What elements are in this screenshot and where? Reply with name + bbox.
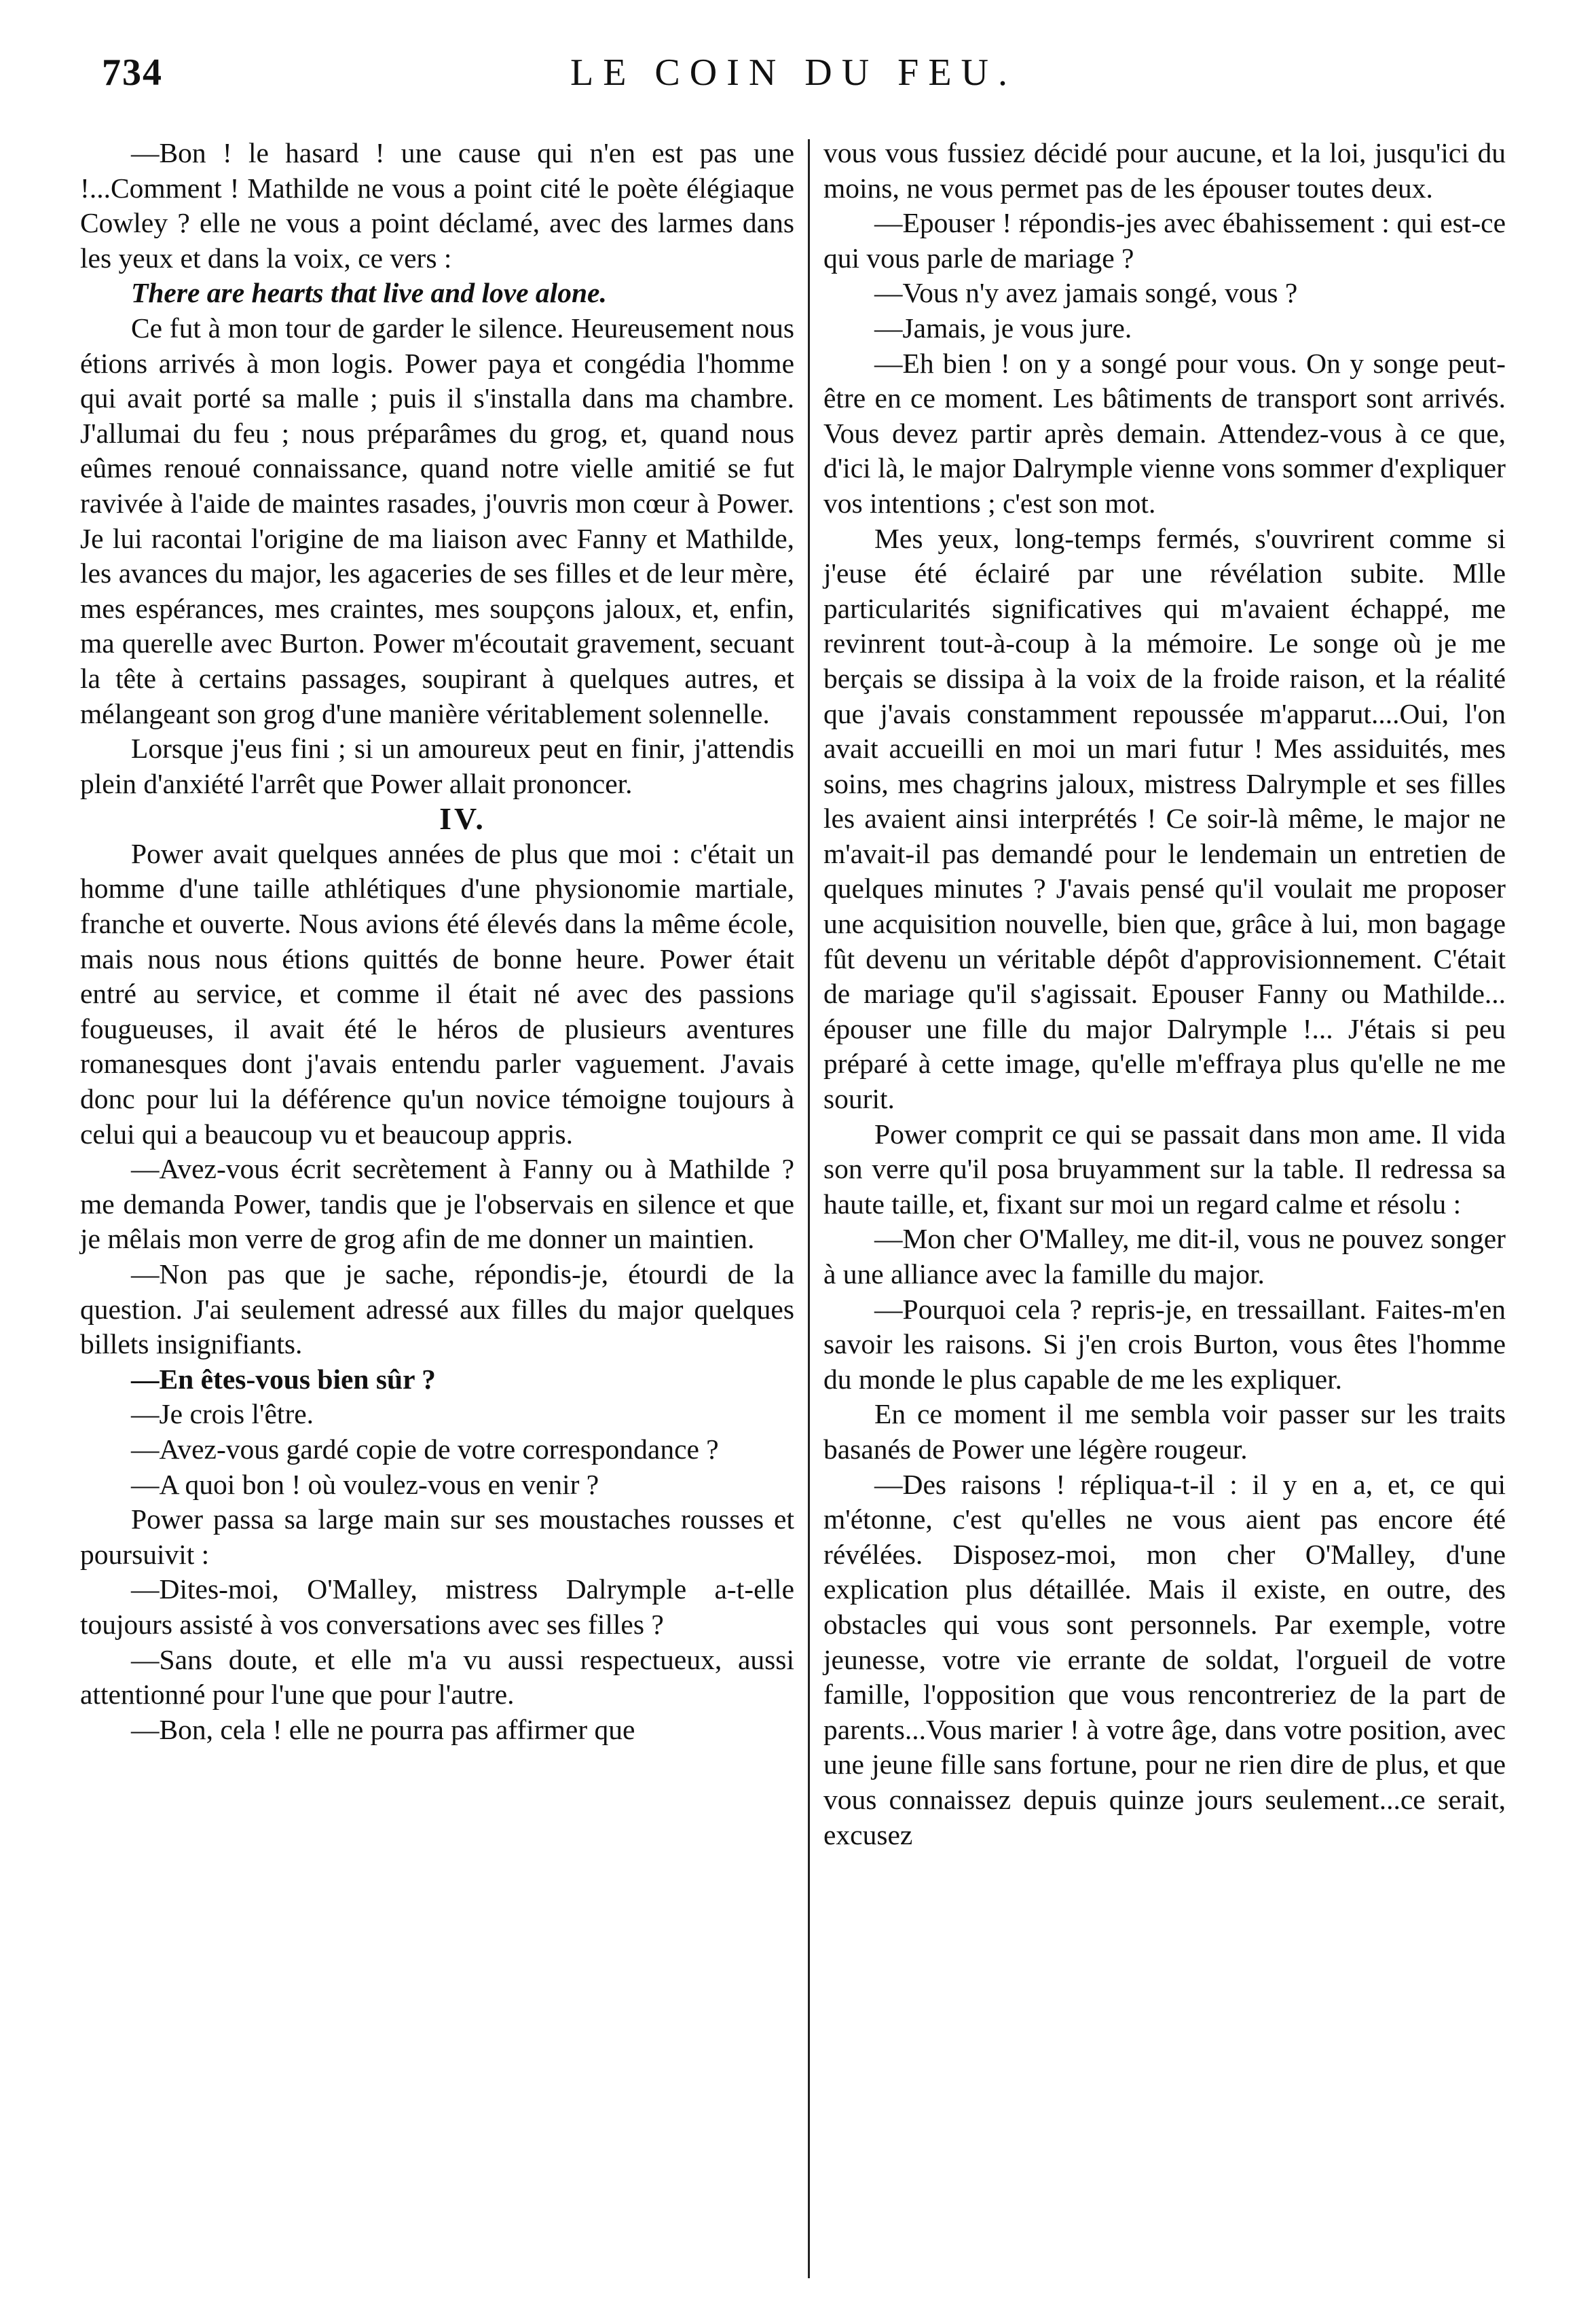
paragraph: —Dites-moi, O'Malley, mistress Dalrymple a-t-elle toujours assisté à vos conversations avec ses filles ? bbox=[80, 1573, 794, 1640]
section-heading: IV. bbox=[439, 801, 486, 837]
paragraph: —Sans doute, et elle m'a vu aussi respectueux, aussi attentionné pour l'une que pour l'autre. bbox=[80, 1643, 794, 1711]
paragraph: —Avez-vous gardé copie de votre correspondance ? bbox=[131, 1433, 719, 1465]
paragraph: Power passa sa large main sur ses moustaches rousses et poursuivit : bbox=[80, 1503, 794, 1570]
paragraph: —Pourquoi cela ? repris-je, en tressaillant. Faites-m'en savoir les raisons. Si j'en crois Burton, vous êtes l'homme du monde le plus capable de me les expliquer. bbox=[823, 1293, 1506, 1395]
paragraph: En ce moment il me sembla voir passer sur les traits basanés de Power une légère rougeur. bbox=[823, 1398, 1506, 1465]
paragraph: —Jamais, je vous jure. bbox=[874, 312, 1132, 344]
paragraph: Lorsque j'eus fini ; si un amoureux peut en finir, j'attendis plein d'anxiété l'arrêt que Power allait prononcer. bbox=[80, 733, 794, 799]
page-header bbox=[102, 51, 1487, 105]
paragraph: —A quoi bon ! où voulez-vous en venir ? bbox=[131, 1468, 599, 1500]
verse-quote: There are hearts that live and love alone. bbox=[131, 277, 607, 309]
paragraph: —Avez-vous écrit secrètement à Fanny ou à Mathilde ? me demanda Power, tandis que je l'observais en silence et que je mêlais mon verre de grog afin de me donner un maintien. bbox=[80, 1153, 794, 1255]
paragraph: —Vous n'y avez jamais songé, vous ? bbox=[874, 277, 1298, 309]
paragraph: —Non pas que je sache, répondis-je, étourdi de la question. J'ai seulement adressé aux filles du major quelques billets insignifiants. bbox=[80, 1258, 794, 1360]
paragraph: —Mon cher O'Malley, me dit-il, vous ne pouvez songer à une alliance avec la famille du major. bbox=[823, 1223, 1506, 1290]
page-number: 734 bbox=[102, 52, 163, 94]
paragraph: —Epouser ! répondis-jes avec ébahissement : qui est-ce qui vous parle de mariage ? bbox=[823, 207, 1506, 274]
paragraph: —Des raisons ! répliqua-t-il : il y en a, et, ce qui m'étonne, c'est qu'elles ne vous aient pas encore été révélées. Disposez-moi, mon cher O'Malley, d'une explication plus détaillée. Mais il existe, en outre, des obstacles qui vous sont personnels. Par exemple, votre jeunesse, votre vie errante de soldat, l'orgueil de votre famille, l'opposition que vous rencontreriez de la part de parents...Vous marier ! à votre âge, dans votre position, avec une jeune fille sans fortune, pour ne rien dire de plus, et que vous connaissez depuis quinze jours seulement...ce serait, excusez bbox=[823, 1468, 1506, 1850]
paragraph: —Bon, cela ! elle ne pourra pas affirmer que bbox=[131, 1713, 635, 1745]
paragraph: vous vous fussiez décidé pour aucune, et la loi, jusqu'ici du moins, ne vous permet pas de les épouser toutes deux. bbox=[823, 137, 1506, 204]
paragraph: —Bon ! le hasard ! une cause qui n'en est pas une !...Comment ! Mathilde ne vous a point cité le poète élégiaque Cowley ? elle ne vous a point déclamé, avec des larmes dans les yeux et dans la voix, ce vers : bbox=[80, 137, 794, 274]
paragraph: —Eh bien ! on y a songé pour vous. On y songe peut-être en ce moment. Les bâtiments de transport sont arrivés. Vous devez partir après demain. Attendez-vous à ce que, d'ici là, le major Dalrymple vienne vons sommer d'expliquer vos intentions ; c'est son mot. bbox=[823, 347, 1506, 519]
running-title: LE COIN DU FEU. bbox=[570, 52, 1017, 94]
paragraph: Ce fut à mon tour de garder le silence. Heureusement nous étions arrivés à mon logis. Power paya et congédia l'homme qui avait porté sa malle ; puis il s'installa dans ma chambre. J'allumai du feu ; nous préparâmes du grog, et, quand nous eûmes renoué connaissance, quand notre vielle amitié se fut ravivée à l'aide de maintes rasades, j'ouvris mon cœur à Power. Je lui racontai l'origine de ma liaison avec Fanny et Mathilde, les avances du major, les agaceries de ses filles et de leur mère, mes espérances, mes craintes, mes soupçons jaloux, et, enfin, ma querelle avec Burton. Power m'écoutait gravement, secuant la tête à certains passages, soupirant à quelques autres, et mélangeant son grog d'une manière véritablement solennelle. bbox=[80, 312, 794, 729]
left-column bbox=[80, 136, 794, 1747]
paragraph: Power avait quelques années de plus que moi : c'était un homme d'une taille athlétiques d'une physionomie martiale, franche et ouverte. Nous avions été élevés dans la même école, mais nous nous étions quittés de bonne heure. Power était entré au service, et comme il était né avec des passions fougueuses, il avait été le héros de plusieurs aventures romanesques dont j'avais entendu parler vaguement. J'avais donc pour lui la déférence qu'un novice témoigne toujours à celui qui a beaucoup vu et beaucoup appris. bbox=[80, 837, 794, 1150]
paragraph: —Je crois l'être. bbox=[131, 1398, 314, 1430]
right-column bbox=[823, 136, 1506, 1852]
paragraph: Power comprit ce qui se passait dans mon ame. Il vida son verre qu'il posa bruyamment sur la table. Il redressa sa haute taille, et, fixant sur moi un regard calme et résolu : bbox=[823, 1118, 1506, 1220]
paragraph: —En êtes-vous bien sûr ? bbox=[131, 1363, 436, 1395]
column-divider bbox=[808, 139, 810, 2278]
paragraph: Mes yeux, long-temps fermés, s'ouvrirent comme si j'euse été éclairé par une révélation subite. Mlle particularités significatives qui m'avaient échappé, me revinrent tout-à-coup à la mémoire. Le songe où je me berçais se dissipa à la voix de la froide raison, et la réalité que j'avais constamment repoussée m'apparut....Oui, l'on avait accueilli en moi un mari futur ! Mes assiduités, mes soins, mes chagrins jaloux, mistress Dalrymple et ses filles les avaient ainsi interprétés ! Ce soir-là même, le major ne m'avait-il pas demandé pour le lendemain un entretien de quelques minutes ? J'avais pensé qu'il voulait me proposer une acquisition nouvelle, bien que, grâce à lui, mon bagage fût devenu un véritable dépôt d'approvisionnement. C'était de mariage qu'il s'agissait. Epouser Fanny ou Mathilde... épouser une fille du major Dalrymple !... J'étais si peu préparé à cette image, qu'elle m'effraya plus qu'elle ne me sourit. bbox=[823, 522, 1506, 1115]
